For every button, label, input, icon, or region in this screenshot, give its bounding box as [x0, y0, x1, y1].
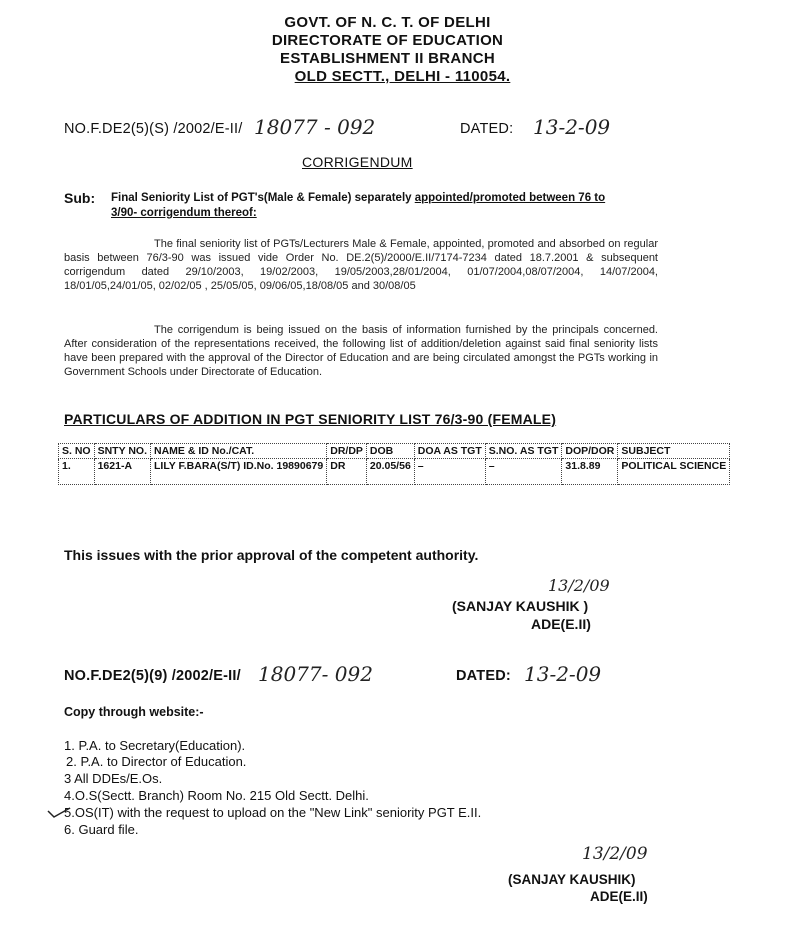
table-header-cell: DR/DP	[327, 444, 367, 459]
copy-list-item: 5.OS(IT) with the request to upload on the "New Link" seniority PGT E.II.	[64, 805, 482, 820]
reference-number-handwritten-2: 18077- 092	[258, 662, 373, 686]
signature-2-initials: 13/2/09	[582, 844, 648, 864]
table-cell: –	[414, 459, 485, 485]
table-cell: 1621-A	[94, 459, 150, 485]
copy-heading: Copy through website:-	[64, 705, 204, 719]
dated-label-2: DATED:	[456, 668, 511, 684]
document-title: CORRIGENDUM	[302, 154, 413, 170]
copy-list-item: 3 All DDEs/E.Os.	[64, 771, 163, 786]
table-cell: 20.05/56	[366, 459, 414, 485]
signature-2-name: (SANJAY KAUSHIK)	[508, 872, 636, 887]
copy-list-item: 6. Guard file.	[64, 822, 139, 837]
paragraph-2-text: The corrigendum is being issued on the basis of information furnished by the principals concerned. After consideration of the representations received, the following list of addition/deletion against said final seniority lists have been prepared with the approval of the Director of Education and are being circulated amongst the PGTs working in Government Schools under Directorate of Education.	[64, 324, 658, 378]
reference-number-label-2: NO.F.DE2(5)(9) /2002/E-II/	[64, 668, 241, 684]
table-header-cell: DOB	[366, 444, 414, 459]
subject-label: Sub:	[64, 190, 96, 206]
dated-label: DATED:	[460, 121, 514, 137]
reference-number-label: NO.F.DE2(5)(S) /2002/E-II/	[64, 121, 243, 137]
copy-list-item: 2. P.A. to Director of Education.	[66, 754, 247, 769]
table-cell: –	[485, 459, 562, 485]
table-cell: 31.8.89	[562, 459, 618, 485]
table-header-cell: DOA AS TGT	[414, 444, 485, 459]
table-header-cell: S.NO. AS TGT	[485, 444, 562, 459]
approval-statement: This issues with the prior approval of the competent authority.	[64, 547, 479, 563]
signature-2-designation: ADE(E.II)	[590, 889, 648, 904]
dated-handwritten-2: 13-2-09	[524, 662, 602, 686]
copy-list-item: 4.O.S(Sectt. Branch) Room No. 215 Old Sectt. Delhi.	[64, 788, 369, 803]
table-cell: DR	[327, 459, 367, 485]
dated-handwritten: 13-2-09	[533, 115, 611, 139]
header-line-4: OLD SECTT., DELHI - 110054.	[294, 68, 511, 85]
table-header-row	[59, 444, 730, 459]
paragraph-1	[64, 237, 658, 293]
check-mark-icon	[46, 806, 72, 820]
header-line-2: DIRECTORATE OF EDUCATION	[271, 32, 504, 49]
signature-1-initials: 13/2/09	[548, 576, 610, 595]
table-cell: POLITICAL SCIENCE	[618, 459, 730, 485]
paragraph-1-text: The final seniority list of PGTs/Lecturers Male & Female, appointed, promoted and absorbed on regular basis between 76/3-90 was issued vide Order No. DE.2(5)/2000/E.II/7174-7234 dated 18.7.2001 & subsequent corrigendum dated 29/10/2003, 19/02/2003, 19/05/2003,28/01/2004, 01/07/2004,08/07/2004, 14/07/2004, 18/01/05,24/01/05, 02/02/05 , 25/05/05, 09/06/05,18/08/05 and 30/08/05	[64, 238, 658, 292]
subject-text-b: appointed/promoted between 76 to	[414, 192, 606, 204]
signature-1-name: (SANJAY KAUSHIK )	[452, 598, 589, 614]
reference-number-handwritten: 18077 - 092	[254, 115, 376, 139]
copy-list-item: 1. P.A. to Secretary(Education).	[64, 738, 246, 753]
subject-text	[111, 192, 605, 204]
table-header-cell: DOP/DOR	[562, 444, 618, 459]
section-title: PARTICULARS OF ADDITION IN PGT SENIORITY LIST 76/3-90 (FEMALE)	[64, 411, 557, 427]
table-header-cell: S. NO	[59, 444, 95, 459]
table-row	[59, 459, 730, 485]
table-header-cell: SNTY NO.	[94, 444, 150, 459]
table-cell: 1.	[59, 459, 95, 485]
table-header-cell: SUBJECT	[618, 444, 730, 459]
paragraph-2	[64, 323, 658, 379]
table-header-cell: NAME & ID No./CAT.	[151, 444, 327, 459]
seniority-table	[58, 443, 730, 485]
header-line-3: ESTABLISHMENT II BRANCH	[280, 50, 495, 67]
table-cell: LILY F.BARA(S/T) ID.No. 19890679	[151, 459, 327, 485]
subject-text-c: 3/90- corrigendum thereof:	[111, 207, 257, 219]
signature-1-designation: ADE(E.II)	[531, 616, 591, 632]
subject-text-a: Final Seniority List of PGT's(Male & Female) separately	[111, 192, 415, 204]
header-line-1: GOVT. OF N. C. T. OF DELHI	[284, 14, 491, 31]
